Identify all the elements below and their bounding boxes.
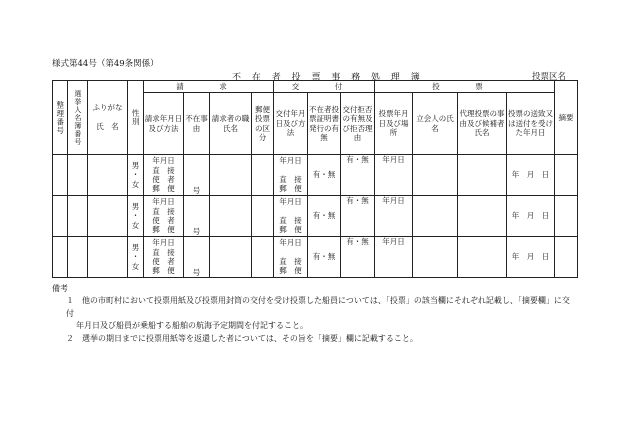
header-request-date: 請求年月日及び方法 <box>144 93 184 155</box>
certificate-cell: 有・無 <box>308 155 341 196</box>
table-row <box>53 196 578 237</box>
header-remarks: 摘要 <box>555 81 578 155</box>
delivery-date-cell: 年月日 直 接 郵 便 <box>274 155 308 196</box>
vote-date-cell: 年月日 <box>375 196 413 237</box>
district-label: 投票区名 <box>532 72 567 82</box>
group-voting: 投 票 <box>375 81 555 93</box>
register-table <box>52 80 578 278</box>
note-2: ２ 選挙の期日までに投票用紙等を返還した者については、その旨を「摘要」欄に記載すること。 <box>66 333 418 343</box>
notes-heading: 備考 <box>52 284 68 293</box>
refusal-cell: 有・無 <box>341 155 375 196</box>
absence-cell: 号 <box>184 196 210 237</box>
delivery-date-cell: 年月日 直 接 郵 便 <box>274 196 308 237</box>
delivery-date-cell: 年月日 直 接 郵 便 <box>274 237 308 278</box>
request-date-cell: 年月日 直 接 使 者 郵 便 <box>144 155 184 196</box>
header-witness: 立会人の氏名 <box>413 93 458 155</box>
header-requester: 請求者の職氏名 <box>210 93 252 155</box>
refusal-cell: 有・無 <box>341 237 375 278</box>
request-date-cell: 年月日 直 接 使 者 郵 便 <box>144 196 184 237</box>
sex-cell: 男 ・ 女 <box>128 155 144 196</box>
header-delivery-date: 交付年月日及び方法 <box>274 93 308 155</box>
header-vote-date: 投票年月日及び場所 <box>375 93 413 155</box>
name-label: 氏 名 <box>96 122 119 132</box>
header-furigana-name <box>88 81 128 155</box>
header-serial: 整理番号 <box>53 81 68 155</box>
vote-date-cell: 年月日 <box>375 237 413 278</box>
register-title: 不 在 者 投 票 事 務 処 理 簿 <box>232 73 424 83</box>
group-request: 請 求 <box>144 81 274 93</box>
header-sex: 性別 <box>128 81 144 155</box>
absence-cell: 号 <box>184 237 210 278</box>
vote-date-cell: 年月日 <box>375 155 413 196</box>
sent-date-cell: 年 月 日 <box>507 155 555 196</box>
header-roll: 選挙人名簿番号 <box>68 81 88 155</box>
absence-cell: 号 <box>184 155 210 196</box>
header-absence: 不在事由 <box>184 93 210 155</box>
header-mail-vote: 郵便投票の区分 <box>252 93 274 155</box>
header-proxy: 代理投票の事由及び候補者氏名 <box>458 93 507 155</box>
table-row <box>53 155 578 196</box>
table-row <box>53 237 578 278</box>
sex-cell: 男 ・ 女 <box>128 237 144 278</box>
refusal-cell: 有・無 <box>341 196 375 237</box>
request-date-cell: 年月日 直 接 使 者 郵 便 <box>144 237 184 278</box>
header-sent-date: 投票の送致又は送付を受けた年月日 <box>507 93 555 155</box>
group-delivery: 交 付 <box>274 81 375 93</box>
furigana-label: ふりがな <box>92 103 123 113</box>
certificate-cell: 有・無 <box>308 196 341 237</box>
notes-section <box>52 283 572 345</box>
sent-date-cell: 年 月 日 <box>507 237 555 278</box>
header-certificate: 不在者投票証明書発行の有無 <box>308 93 341 155</box>
form-number: 様式第44号（第49条関係） <box>52 59 159 69</box>
sex-cell: 男 ・ 女 <box>128 196 144 237</box>
sent-date-cell: 年 月 日 <box>507 196 555 237</box>
note-1: １ 他の市町村において投票用紙及び投票用封筒の交付を受け投票した船員については、「投票」の該当欄にそれぞれ記載し、「摘要欄」に交付 <box>66 296 570 318</box>
note-1-cont: 年月日及び船員が乗船する船舶の航海予定期間を付記すること。 <box>76 321 308 331</box>
certificate-cell: 有・無 <box>308 237 341 278</box>
header-refusal: 交付拒否の有無及び拒否理由 <box>341 93 375 155</box>
